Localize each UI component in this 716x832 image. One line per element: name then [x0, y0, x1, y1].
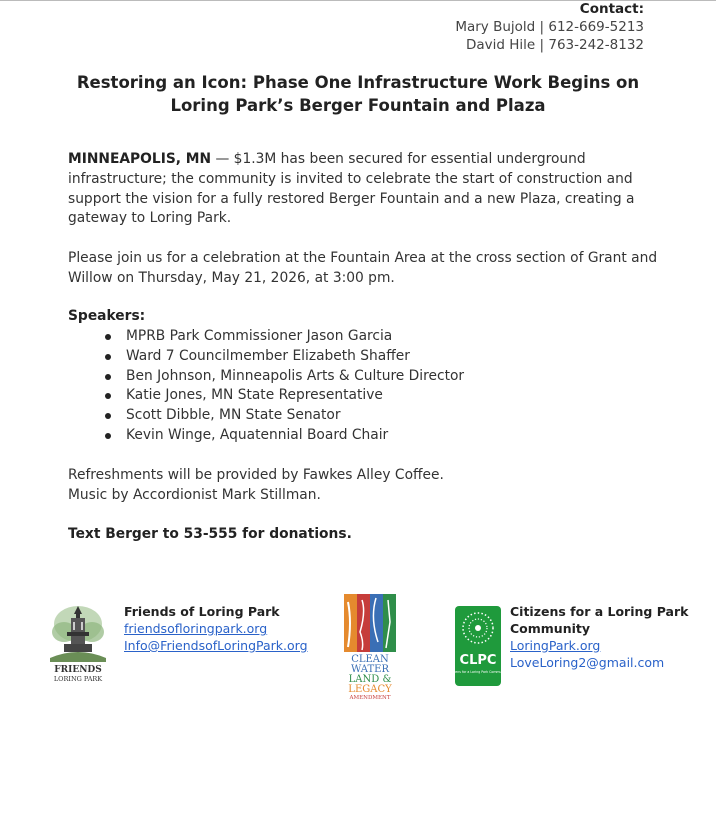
clpc-email: LoveLoring2@gmail.com — [510, 655, 665, 670]
friends-logo-graphic — [46, 602, 110, 684]
svg-text:AMENDMENT: AMENDMENT — [349, 695, 391, 701]
refreshments-paragraph — [68, 466, 658, 506]
speakers-heading: Speakers: — [68, 308, 146, 324]
intro-paragraph — [68, 150, 658, 229]
press-release-title — [40, 71, 676, 117]
svg-text:LAND &: LAND & — [348, 674, 392, 685]
dateline: MINNEAPOLIS, MN — [68, 151, 212, 167]
svg-text:LEGACY: LEGACY — [348, 684, 392, 695]
title-line-2: Loring Park’s Berger Fountain and Plaza — [170, 96, 546, 115]
speakers-list — [105, 327, 464, 446]
friends-email-link[interactable]: Info@FriendsofLoringPark.org — [124, 638, 308, 653]
svg-text:CLPC: CLPC — [459, 653, 497, 668]
svg-text:FRIENDS: FRIENDS — [54, 665, 102, 675]
contact-block — [455, 0, 644, 54]
music-line: Music by Accordionist Mark Stillman. — [68, 486, 321, 503]
clpc-website-link[interactable]: LoringPark.org — [510, 638, 601, 653]
friends-of-loring-park-logo — [46, 602, 110, 684]
invite-paragraph: Please join us for a celebration at the Fountain Area at the cross section of Grant and Willow on Thursday, May 21, 2026, at 3:00 pm. — [68, 250, 658, 286]
list-item: Kevin Winge, Aquatennial Board Chair — [105, 426, 464, 446]
friends-org-info — [124, 603, 308, 654]
svg-text:LORING PARK: LORING PARK — [53, 675, 103, 683]
clpc-org-info — [510, 603, 710, 671]
clpc-org-name: Citizens for a Loring Park Community — [510, 604, 689, 636]
list-item: Ben Johnson, Minneapolis Arts & Culture Director — [105, 367, 464, 387]
list-item: Scott Dibble, MN State Senator — [105, 406, 464, 426]
svg-text:WATER: WATER — [351, 664, 389, 675]
clpc-logo-graphic — [448, 606, 508, 686]
contact-line-2: David Hile | 763-242-8132 — [466, 37, 644, 53]
contact-label: Contact: — [579, 1, 644, 17]
intro-text: — $1.3M has been secured for essential underground infrastructure; the community is invited to celebrate the start of construction and support the vision for a fully restored Berger Fountain and a new Plaza, creating a gateway to Loring Park. — [68, 151, 635, 227]
list-item: MPRB Park Commissioner Jason Garcia — [105, 327, 464, 347]
donation-line: Text Berger to 53-555 for donations. — [68, 526, 352, 542]
list-item: Katie Jones, MN State Representative — [105, 386, 464, 406]
list-item: Ward 7 Councilmember Elizabeth Shaffer — [105, 347, 464, 367]
friends-org-name: Friends of Loring Park — [124, 604, 280, 619]
friends-website-link[interactable]: friendsofloringpark.org — [124, 621, 268, 636]
clpc-logo — [448, 606, 508, 686]
svg-text:Citizens for a Loring Park Com: Citizens for a Loring Park Community — [448, 670, 508, 674]
title-line-1: Restoring an Icon: Phase One Infrastructure Work Begins on — [76, 73, 640, 92]
legacy-amendment-graphic — [340, 592, 402, 700]
clean-water-land-legacy-logo — [340, 592, 402, 700]
refreshments-line: Refreshments will be provided by Fawkes Alley Coffee. — [68, 467, 444, 483]
svg-text:CLEAN: CLEAN — [351, 654, 389, 665]
contact-line-1: Mary Bujold | 612-669-5213 — [455, 19, 644, 35]
